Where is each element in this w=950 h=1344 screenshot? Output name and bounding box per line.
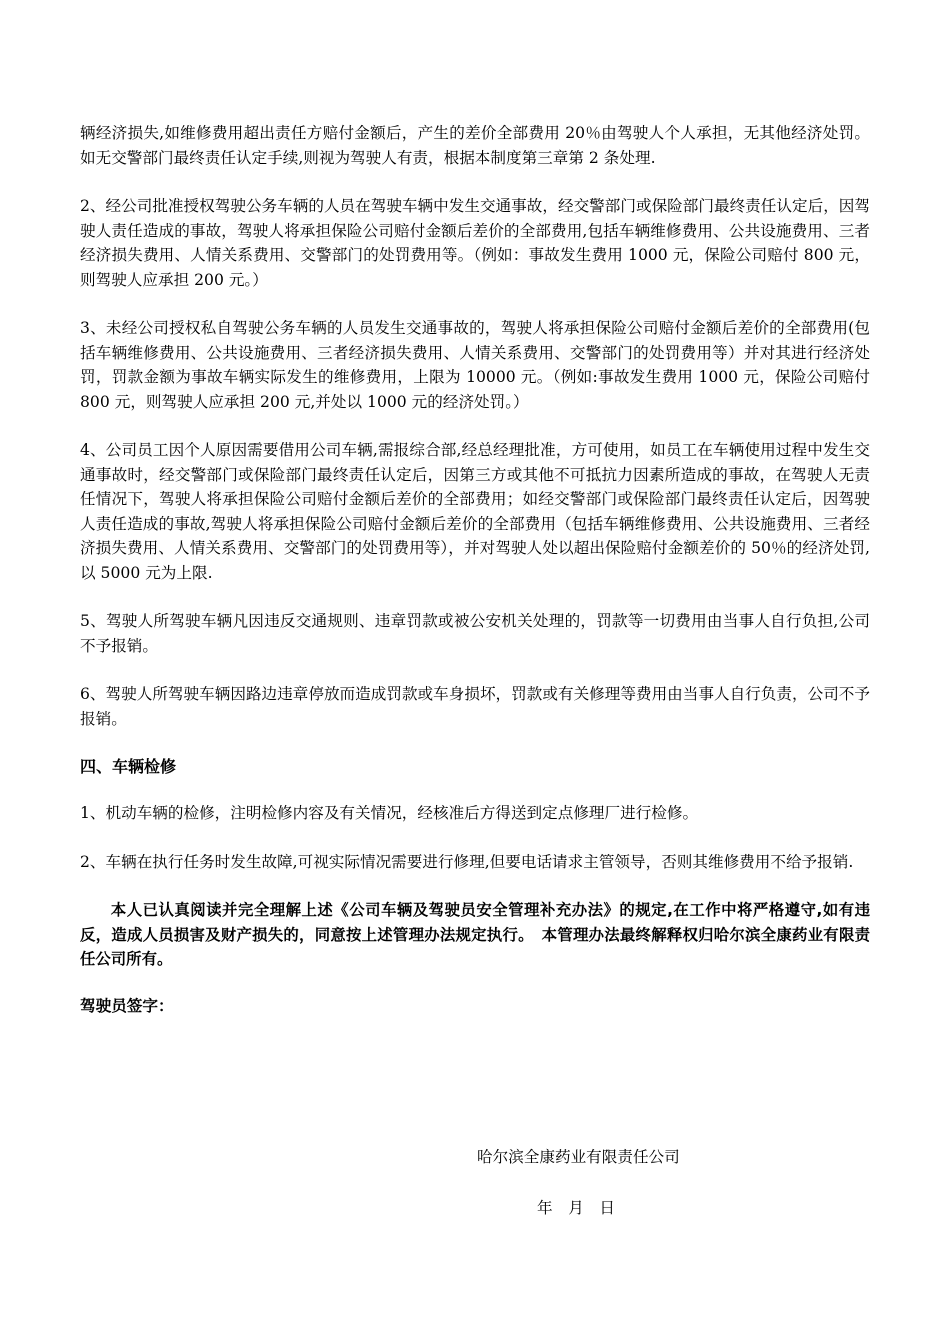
- paragraph-item-6: 6、驾驶人所驾驶车辆因路边违章停放而造成罚款或车身损坏，罚款或有关修理等费用由当事人自行负责，公司不予报销。: [80, 685, 870, 728]
- maintenance-item-2: 2、车辆在执行任务时发生故障,可视实际情况需要进行修理,但要电话请求主管领导，否则其维修费用不给予报销.: [80, 852, 854, 871]
- paragraph-item-4: 4、公司员工因个人原因需要借用公司车辆,需报综合部,经总经理批准，方可使用，如员工在车辆使用过程中发生交通事故时，经交警部门或保险部门最终责任认定后，因第三方或其他不可抵抗力因素所造成的事故，在驾驶人无责任情况下，驾驶人将承担保险公司赔付金额后差价的全部费用；如经交警部门或保险部门最终责任认定后，因驾驶人责任造成的事故,驾驶人将承担保险公司赔付金额后差价的全部费用（包括车辆维修费用、公共设施费用、三者经济损失费用、人情关系费用、交警部门的处罚费用等），并对驾驶人处以超出保险赔付金额差价的 50％的经济处罚,以 5000 元为上限.: [80, 441, 870, 582]
- company-name: 哈尔滨全康药业有限责任公司: [477, 1148, 680, 1166]
- section-heading-vehicle-maintenance: 四、车辆检修: [80, 757, 177, 776]
- driver-signature-label: 驾驶员签字：: [80, 996, 174, 1015]
- paragraph-item-2: 2、经公司批准授权驾驶公务车辆的人员在驾驶车辆中发生交通事故，经交警部门或保险部门最终责任认定后，因驾驶人责任造成的事故，驾驶人将承担保险公司赔付金额后差价的全部费用,包括车辆维修费用、公共设施费用、三者经济损失费用、人情关系费用、交警部门的处罚费用等。（例如：事故发生费用 1000 元，保险公司赔付 800 元，则驾驶人应承担 200 元。）: [80, 197, 870, 289]
- paragraph-item-5: 5、驾驶人所驾驶车辆凡因违反交通规则、违章罚款或被公安机关处理的，罚款等一切费用由当事人自行负担,公司不予报销。: [80, 612, 870, 655]
- paragraph-item-3: 3、未经公司授权私自驾驶公务车辆的人员发生交通事故的，驾驶人将承担保险公司赔付金额后差价的全部费用(包括车辆维修费用、公共设施费用、三者经济损失费用、人情关系费用、交警部门的处罚费用等）并对其进行经济处罚，罚款金额为事故车辆实际发生的维修费用，上限为 10000 元。（例如:事故发生费用 1000 元，保险公司赔付 800 元，则驾驶人应承担 200 元,并处以 1000 元的经济处罚。）: [80, 319, 870, 411]
- document-body: [80, 121, 870, 1018]
- driver-declaration: 本人已认真阅读并完全理解上述《公司车辆及驾驶员安全管理补充办法》的规定,在工作中将严格遵守,如有违反，造成人员损害及财产损失的，同意按上述管理办法规定执行。 本管理办法最终解释权归哈尔滨全康药业有限责任公司所有。: [80, 901, 870, 968]
- paragraph-continuation: 辆经济损失,如维修费用超出责任方赔付金额后，产生的差价全部费用 20％由驾驶人个人承担，无其他经济处罚。如无交警部门最终责任认定手续,则视为驾驶人有责，根据本制度第三章第 2 条处理.: [80, 124, 870, 167]
- maintenance-item-1: 1、机动车辆的检修，注明检修内容及有关情况，经核准后方得送到定点修理厂进行检修。: [80, 804, 699, 822]
- date-line: 年 月 日: [537, 1199, 615, 1217]
